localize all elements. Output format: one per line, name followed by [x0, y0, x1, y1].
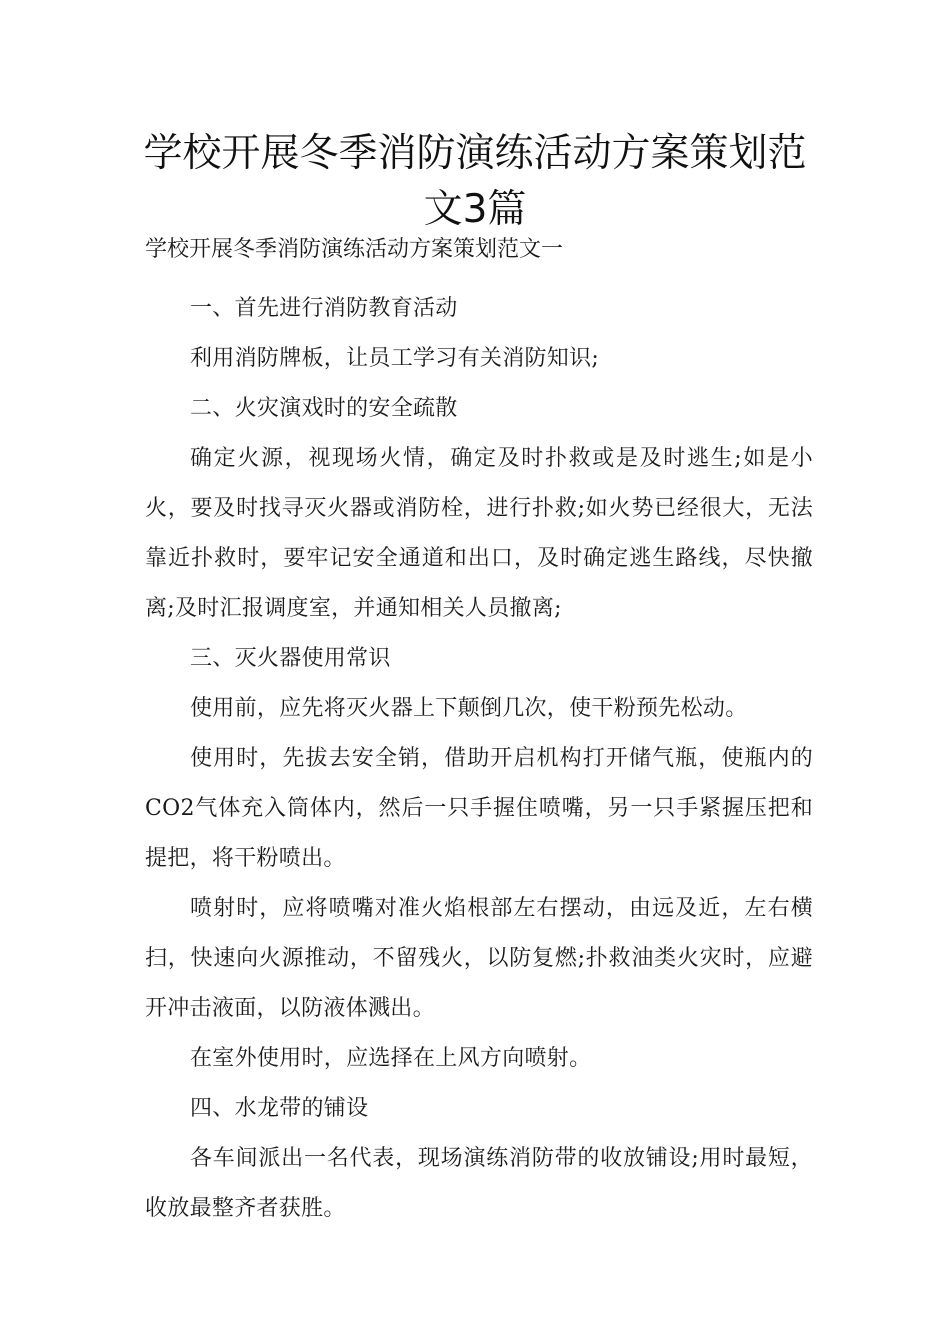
document-title [120, 126, 830, 238]
paragraph: 使用时，先拔去安全销，借助开启机构打开储气瓶，使瓶内的CO2气体充入筒体内，然后一只手握住喷嘴，另一只手紧握压把和提把，将干粉喷出。 [145, 746, 813, 871]
paragraph: 使用前，应先将灭火器上下颠倒几次，使干粉预先松动。 [190, 696, 748, 721]
paragraph-heading-1: 一、首先进行消防教育活动 [190, 296, 458, 321]
paragraph: 利用消防牌板，让员工学习有关消防知识; [190, 346, 600, 371]
paragraph-heading-3: 三、灭火器使用常识 [190, 646, 391, 671]
paragraph-heading-2: 二、火灾演戏时的安全疏散 [190, 396, 458, 421]
paragraph-heading-4: 四、水龙带的铺设 [190, 1096, 369, 1121]
title-line-2: 文3篇 [423, 187, 527, 232]
paragraph: 确定火源，视现场火情，确定及时扑救或是及时逃生;如是小火，要及时找寻灭火器或消防栓，进行扑救;如火势已经很大，无法靠近扑救时，要牢记安全通道和出口，及时确定逃生路线，尽快撤离;及时汇报调度室，并通知相关人员撤离; [145, 446, 813, 621]
paragraph: 在室外使用时，应选择在上风方向喷射。 [190, 1046, 592, 1071]
title-line-1: 学校开展冬季消防演练活动方案策划范 [143, 131, 807, 176]
section-subtitle: 学校开展冬季消防演练活动方案策划范文一 [145, 237, 564, 262]
paragraph: 各车间派出一名代表，现场演练消防带的收放铺设;用时最短，收放最整齐者获胜。 [145, 1146, 813, 1221]
paragraph: 喷射时，应将喷嘴对准火焰根部左右摆动，由远及近，左右横扫，快速向火源推动，不留残火，以防复燃;扑救油类火灾时，应避开冲击液面，以防液体溅出。 [145, 896, 813, 1021]
